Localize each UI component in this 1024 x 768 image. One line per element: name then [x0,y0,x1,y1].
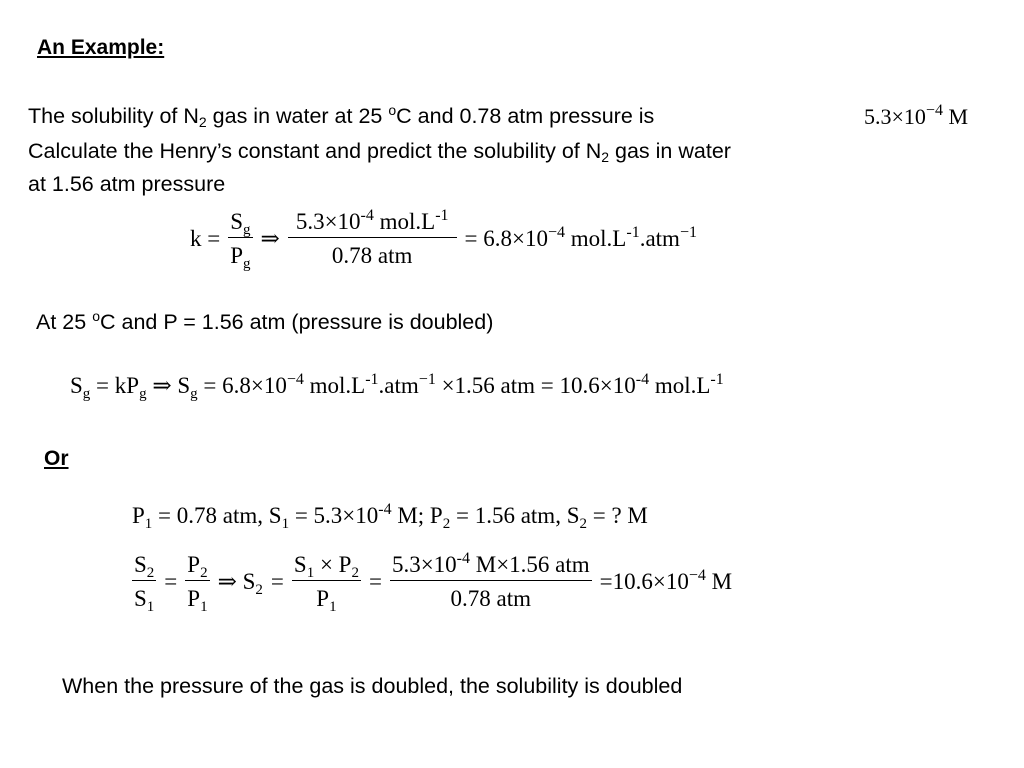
subscript: 2 [601,149,610,165]
pressure-value: 0.78 atm [450,586,532,611]
subscript: 1 [306,565,315,581]
value-text: M×1.56 atm [470,552,590,577]
implies-s2 [217,569,263,598]
subscript: 2 [255,582,263,598]
exponent: −4 [286,371,304,388]
value-text: = ? M [587,503,648,528]
unit-text: mol.L [373,209,436,234]
subscript: g [82,386,91,402]
value-text: ×1.56 atm = 10.6×10 [435,373,636,398]
value-text: =10.6×10 [599,569,689,594]
symbol: S [230,209,244,234]
subscript: 2 [146,565,155,581]
problem-text: gas in water at 25 [206,104,389,128]
solubility-equation [70,371,724,402]
unit-text: mol.L [649,373,711,398]
inline-solubility-value [864,102,969,129]
exponent: −1 [418,371,436,388]
numeric-fraction [288,207,457,268]
conclusion-text: When the pressure of the gas is doubled, the solubility is doubled [62,674,683,698]
value-text: = 0.78 atm, S [152,503,282,528]
symbol: P [316,586,330,611]
subscript: 2 [579,516,587,532]
problem-text: The solubility of N [28,104,199,128]
pressure-value: 0.78 atm [331,243,413,268]
exponent: −4 [548,224,566,241]
s2-over-s1-fraction [132,552,156,615]
value-text: = 5.3×10 [289,503,379,528]
problem-text: C and 0.78 atm pressure is [396,104,655,128]
exponent: -4 [456,550,470,567]
subscript: 2 [442,516,451,532]
symbol: S [134,552,147,577]
condition-text: At 25 [36,310,93,334]
exponent: -4 [360,207,374,224]
exponent: −1 [679,224,697,241]
example-title: An Example: [37,36,165,59]
subscript: g [243,256,251,272]
problem-line-3: at 1.56 atm pressure [28,172,226,196]
problem-line-1 [28,104,654,129]
numeric-ratio-fraction [390,550,592,611]
subscript: 2 [198,114,207,130]
subscript: g [139,386,147,402]
exponent: −4 [688,567,706,584]
exponent: -1 [435,207,449,224]
exponent: -4 [635,371,650,388]
degree-superscript: o [388,102,397,118]
subscript: g [243,222,251,238]
value-text: M; P [391,503,443,528]
exponent: -1 [626,224,640,241]
value-text: 5.3×10 [864,104,926,129]
degree-superscript: o [92,308,100,324]
subscript: 2 [351,565,359,581]
symbol: S [70,373,83,398]
problem-text: Calculate the Henry’s constant and predict the solubility of N [28,139,602,163]
value-text: = 6.8×10 [464,226,548,251]
sg-over-pg-fraction [228,209,252,272]
unit-text: M [942,104,969,129]
subscript: 2 [200,565,208,581]
symbol: × P [314,552,352,577]
value-text: = 6.8×10 [197,373,287,398]
unit-text: mol.L [565,226,627,251]
unit-text: .atm [639,226,680,251]
subscript: g [190,386,198,402]
equals-sign: = [164,569,178,594]
solubility-result [599,567,733,594]
ratio-equation [132,550,733,615]
symbol: = kP [90,373,140,398]
subscript: 1 [329,599,337,615]
problem-line-2 [28,139,731,164]
unit-text: mol.L [303,373,366,398]
value-text: 5.3×10 [391,552,457,577]
given-values-equation [132,501,648,532]
henry-constant-result [464,224,697,251]
exponent: -1 [365,371,379,388]
value-text: 5.3×10 [295,209,361,234]
implies-symbol: ⇒ [146,373,178,398]
symbol: S [293,552,307,577]
s1p2-over-p1-fraction [292,552,361,615]
symbol: P [230,243,244,268]
or-label: Or [44,447,69,470]
henry-constant-equation [190,207,697,272]
unit-text: .atm [378,373,419,398]
symbol: P [187,552,201,577]
equals-sign: = [368,569,382,594]
exponent: -4 [378,501,392,518]
subscript: 1 [281,516,290,532]
symbol: P [187,586,201,611]
subscript: 1 [146,599,155,615]
implies-symbol: ⇒ [260,226,280,251]
implies-symbol: ⇒ S [217,569,256,594]
symbol: S [177,373,191,398]
symbol: P [132,503,145,528]
exponent: -1 [710,371,724,388]
p2-over-p1-fraction [185,552,209,615]
subscript: 1 [144,516,153,532]
k-label: k = [190,226,221,251]
value-text: = 1.56 atm, S [450,503,580,528]
condition-line [36,310,493,335]
problem-text: gas in water [609,139,731,163]
equals-sign: = [270,569,284,594]
symbol: S [134,586,147,611]
subscript: 1 [200,599,208,615]
unit-text: M [705,569,733,594]
condition-text: C and P = 1.56 atm (pressure is doubled) [99,310,494,334]
exponent: −4 [925,102,943,119]
